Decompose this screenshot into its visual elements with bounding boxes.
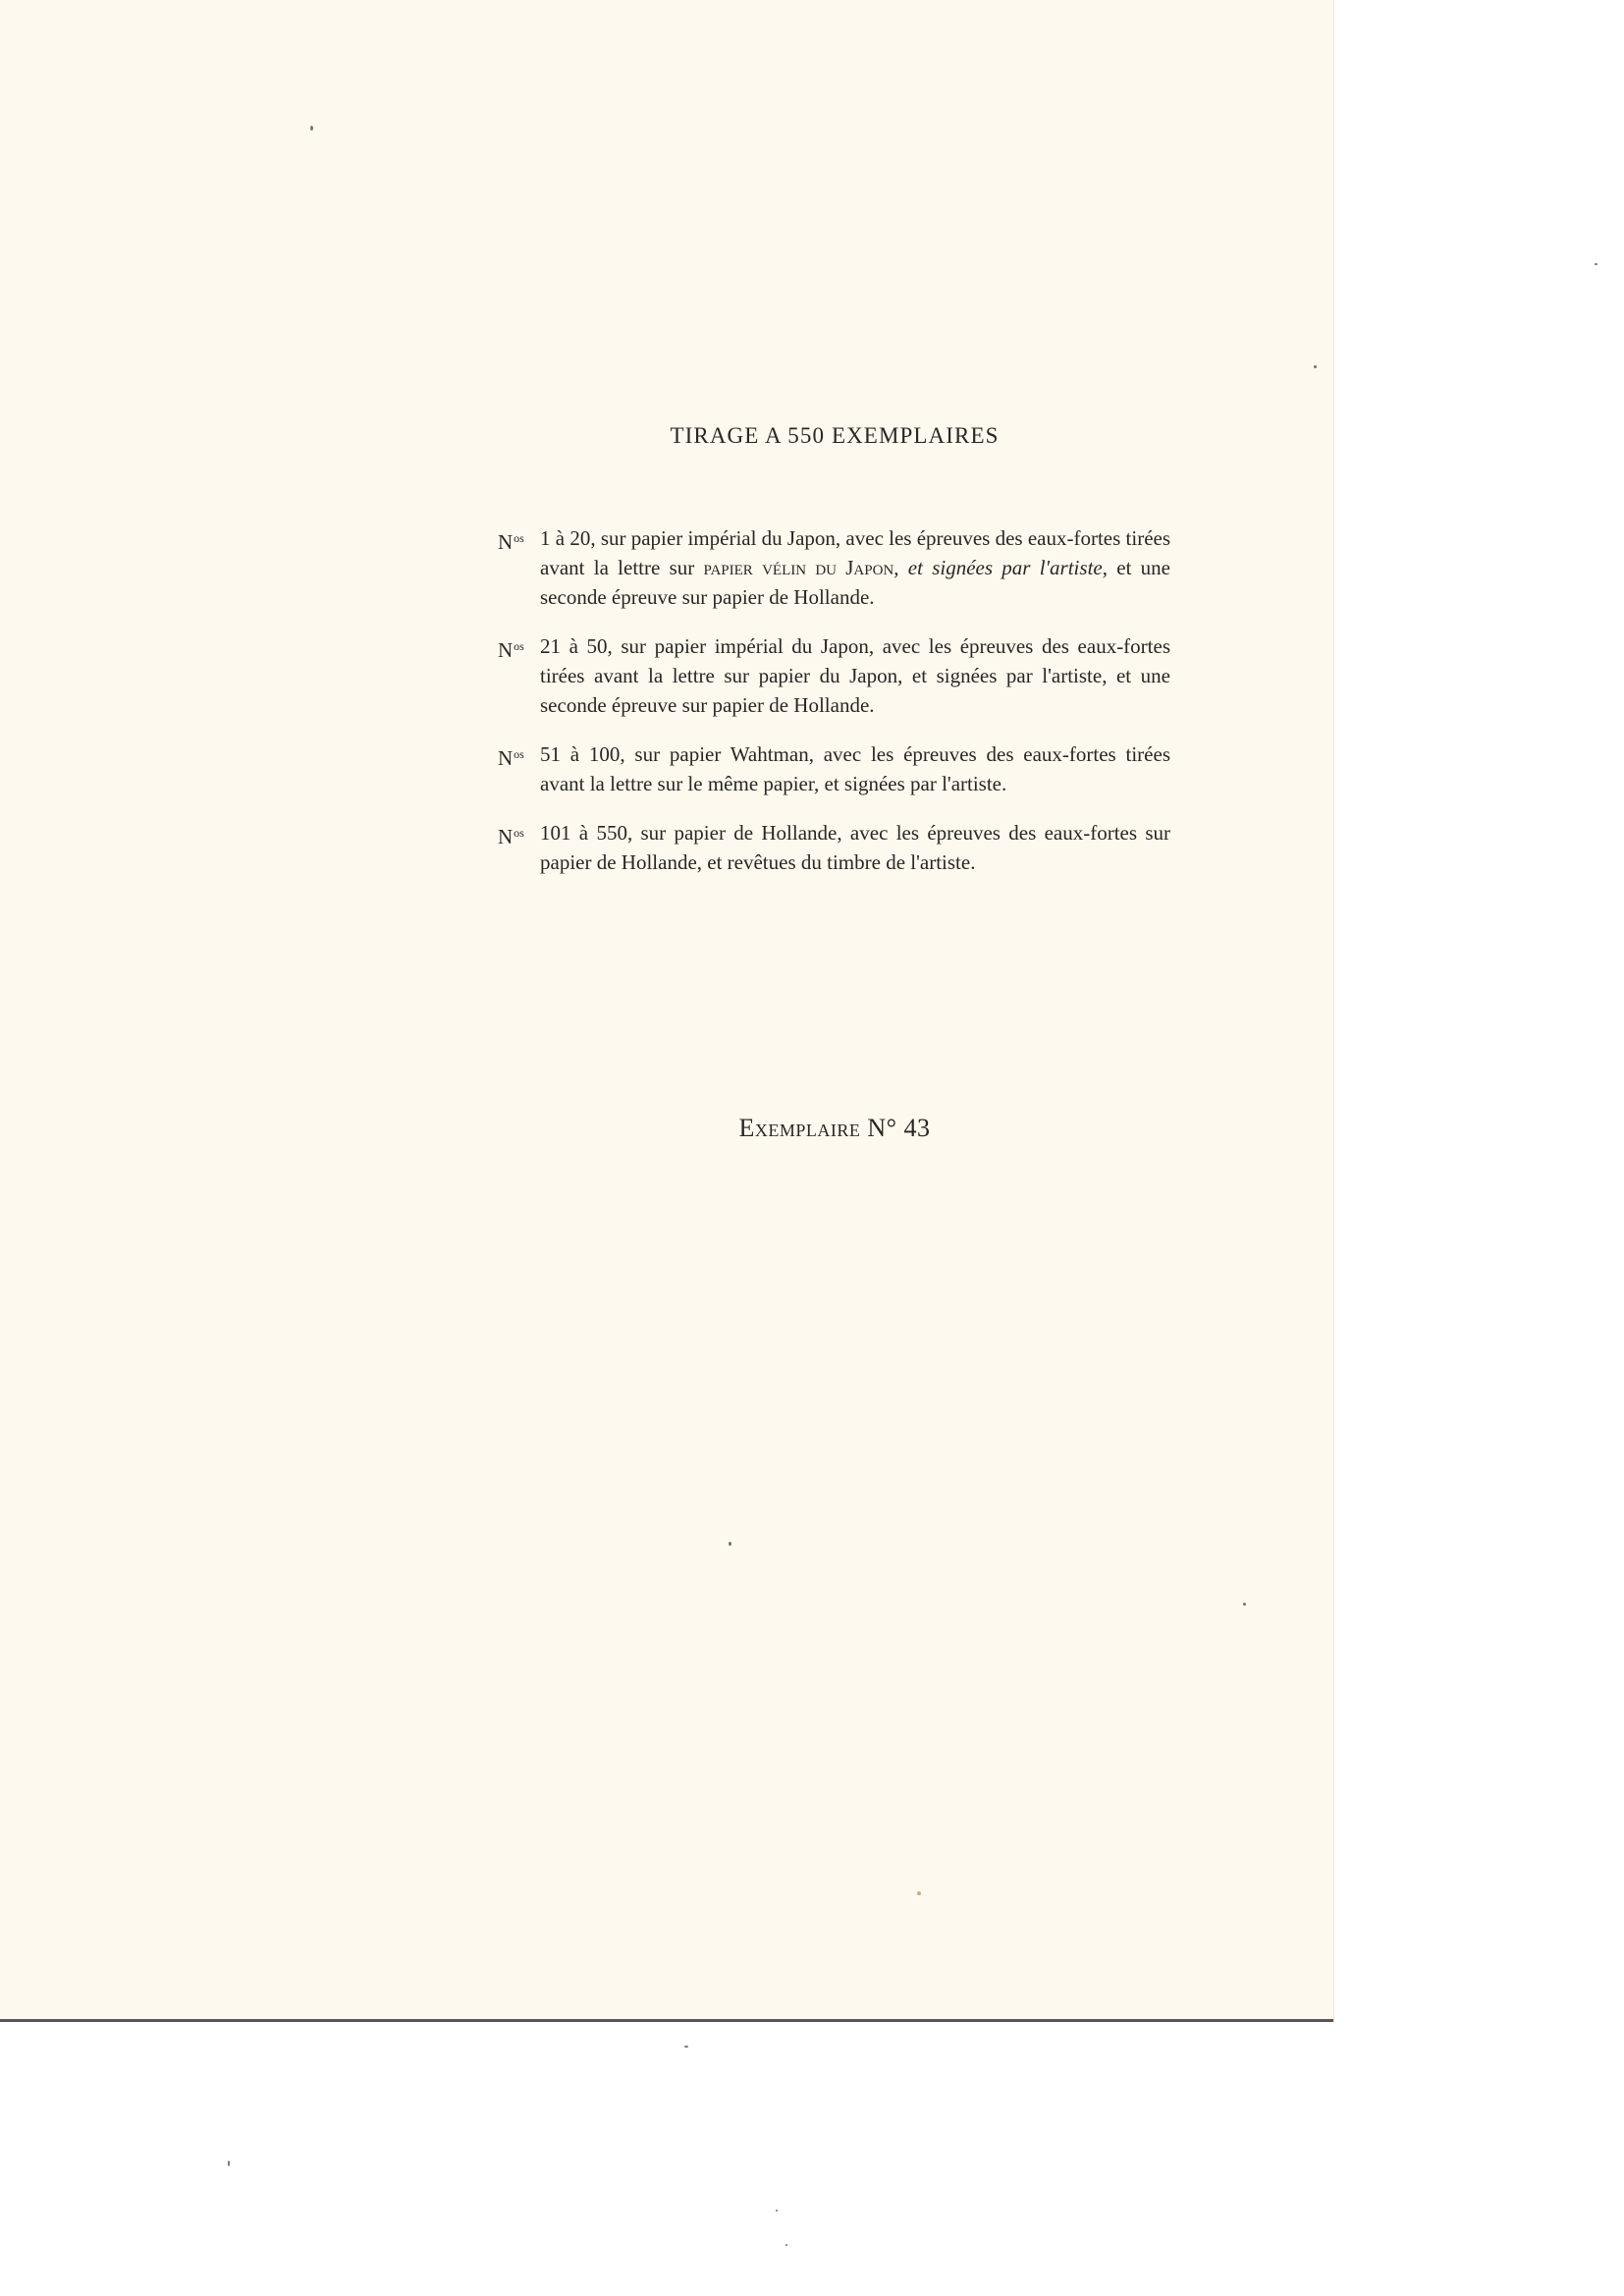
entry-smallcaps-text: papier vélin du Japon bbox=[703, 556, 894, 579]
entry-number-label bbox=[498, 631, 524, 665]
entry-text-tail: , et une seconde épreuve sur papier de Hollande. bbox=[540, 556, 1170, 609]
scan-speck bbox=[1595, 263, 1597, 265]
entry-text: 21 à 50, sur papier impérial du Japon, avec les épreuves des eaux-fortes tirées avant la lettre sur papier du Japon, et signées par l'artiste, et une seconde épreuve sur papier de Hollande. bbox=[540, 634, 1170, 717]
paper-speck bbox=[310, 126, 313, 131]
scan-speck bbox=[776, 2210, 778, 2212]
copy-number-label: Exemplaire bbox=[738, 1114, 861, 1142]
paper-speck bbox=[729, 1542, 731, 1546]
entry-number-label bbox=[498, 818, 524, 851]
entry-number-sup: os bbox=[514, 826, 524, 840]
entry-text: 51 à 100, sur papier Wahtman, avec les épreuves des eaux-fortes tirées avant la lettre sur le même papier, et signées par l'artiste. bbox=[540, 742, 1170, 795]
entry-number-sup: os bbox=[514, 531, 524, 545]
entry-number-prefix: N bbox=[498, 825, 514, 848]
entry-number-label bbox=[498, 523, 524, 557]
entry-text: 101 à 550, sur papier de Hollande, avec les épreuves des eaux-fortes sur papier de Hollande, et revêtues du timbre de l'artiste. bbox=[540, 821, 1170, 874]
entry-number-label bbox=[498, 739, 524, 773]
entry-italic-text: et signées par l'artiste bbox=[907, 556, 1103, 579]
entry-number-prefix: N bbox=[498, 638, 514, 662]
scan-speck bbox=[684, 2046, 688, 2048]
scan-speck bbox=[228, 2160, 230, 2166]
entry-number-sup: os bbox=[514, 747, 524, 761]
print-run-entry-2 bbox=[498, 631, 1170, 720]
page-title: TIRAGE A 550 EXEMPLAIRES bbox=[670, 423, 1000, 448]
entry-number-prefix: N bbox=[498, 530, 514, 554]
paper-speck bbox=[917, 1891, 921, 1895]
copy-number-value: N° 43 bbox=[867, 1114, 931, 1142]
entry-number-prefix: N bbox=[498, 746, 514, 770]
entry-text: 1 à 20, sur papier impérial du Japon, avec les épreuves des eaux-fortes tirées avant la lettre sur bbox=[540, 526, 1171, 579]
print-run-entry-1 bbox=[498, 523, 1170, 612]
print-run-entry-3 bbox=[498, 739, 1170, 798]
scan-speck bbox=[785, 2244, 787, 2246]
copy-number bbox=[589, 1114, 1080, 1143]
print-run-list bbox=[498, 523, 1170, 897]
entry-number-sup: os bbox=[514, 639, 524, 653]
paper-speck bbox=[1243, 1603, 1246, 1606]
paper-speck bbox=[1314, 365, 1317, 368]
print-run-entry-4 bbox=[498, 818, 1170, 877]
entry-punctuation: , bbox=[893, 556, 908, 579]
